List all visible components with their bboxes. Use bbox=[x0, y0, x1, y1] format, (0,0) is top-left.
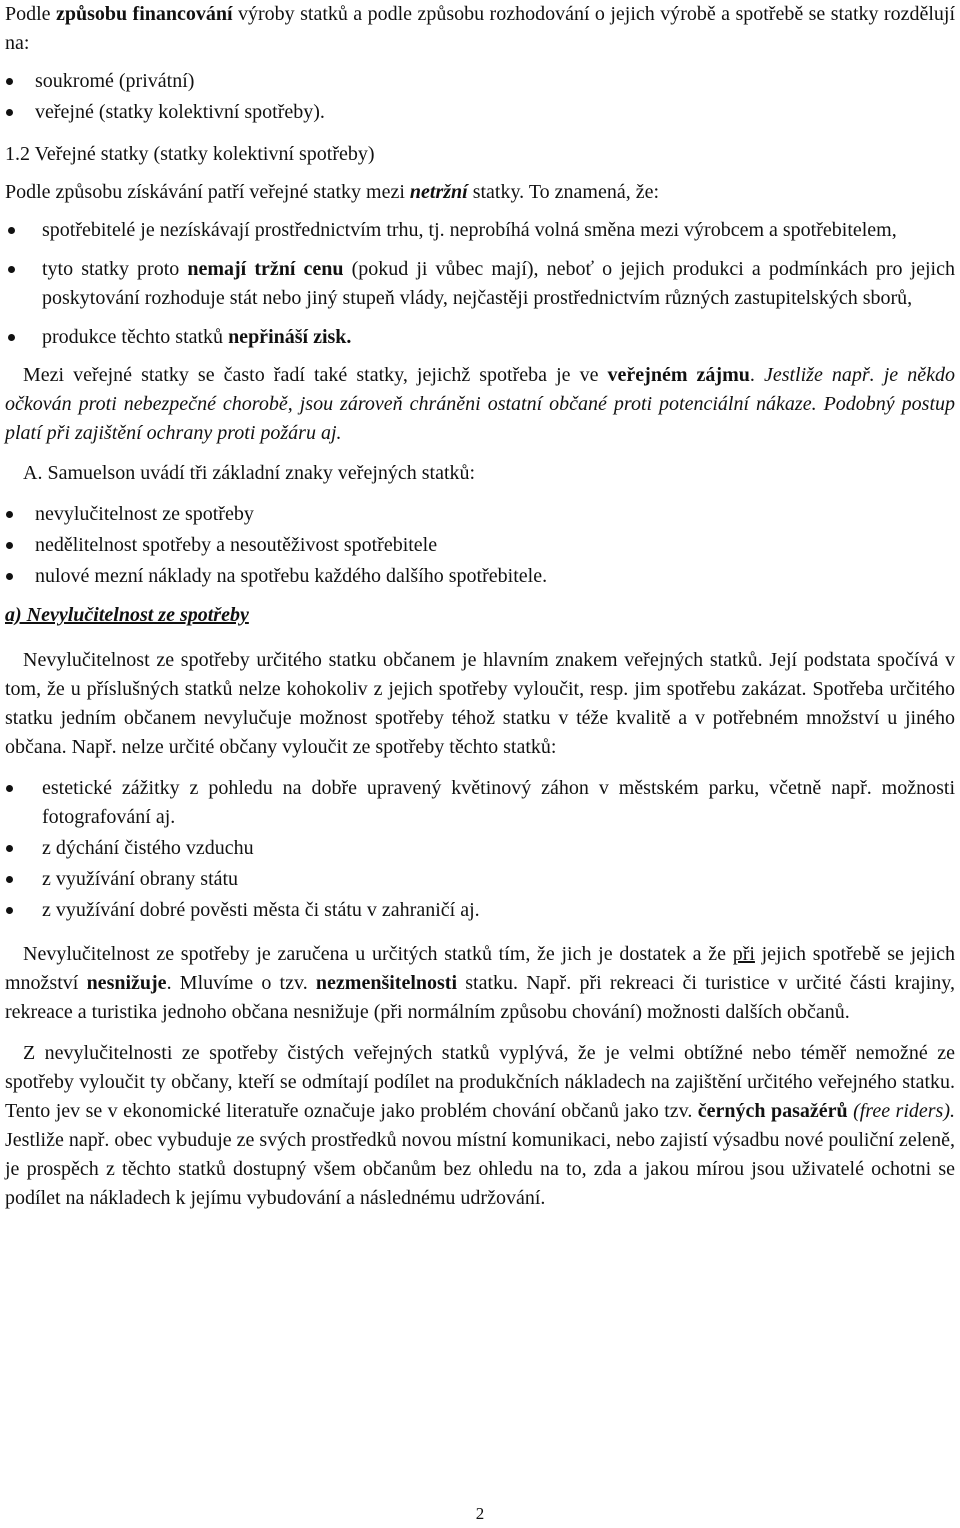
intro-paragraph: Podle způsobu financování výroby statků a podle způsobu rozhodování o jejich výrobě a spotřebě se statky rozdělují na: bbox=[5, 3, 956, 54]
list-item: nedělitelnost spotřeby a nesoutěživost spotřebitele bbox=[5, 531, 955, 560]
list-item: soukromé (privátní) bbox=[5, 67, 955, 96]
list-item: z využívání dobré pověsti města či státu v zahraničí aj. bbox=[5, 896, 955, 925]
list-item: nevylučitelnost ze spotřeby bbox=[5, 500, 955, 529]
section-heading-1-2: 1.2 Veřejné statky (statky kolektivní spotřeby) bbox=[5, 143, 375, 165]
list-item: z využívání obrany státu bbox=[5, 865, 955, 894]
list-item: spotřebitelé je nezískávají prostřednictvím trhu, tj. neprobíhá volná směna mezi výrobcem a spotřebitelem, bbox=[5, 216, 955, 245]
nonexcludability-paragraph: Nevylučitelnost ze spotřeby určitého statku občanem je hlavním znakem veřejných statků. Její podstata spočívá v tom, že u příslušných statků nelze kohokoliv z jejich spotřeby vyloučit, resp. jim spotřebu zakázat. Spotřeba určitého statku jedním občanem nevylučuje možnost spotřeby téhož statku v téže kvalitě a v potřebném množství u jiného občana. Např. nelze určité občany vyloučit ze spotřeby těchto statků: bbox=[5, 649, 955, 758]
public-interest-paragraph: Mezi veřejné statky se často řadí také statky, jejichž spotřeba je ve veřejném zájmu. Jestliže např. je někdo očkován proti nebezpečné chorobě, jsou zároveň chráněni ostatní občané proti potenciální nákaze. Podobný postup platí při zajištění ochrany proti požáru aj. bbox=[5, 364, 955, 444]
page-number: 2 bbox=[475, 1504, 485, 1523]
list-item: estetické zážitky z pohledu na dobře upravený květinový záhon v městském parku, včetně např. možnosti fotografování aj. bbox=[5, 774, 955, 832]
document-page bbox=[5, 0, 955, 1213]
samuelson-features-list bbox=[5, 500, 955, 591]
free-riders-paragraph: Z nevylučitelnosti ze spotřeby čistých veřejných statků vyplývá, že je velmi obtížné nebo téměř nemožné ze spotřeby vyloučit ty občany, kteří se odmítají podílet na produkčních nákladech na zajištění určitého veřejného statku. Tento jev se v ekonomické literatuře označuje jako problém chování občanů jako tzv. černých pasažérů (free riders). Jestliže např. obec vybuduje ze svých prostředků novou místní komunikaci, nebo zajistí výsadbu nové pouliční zeleně, je prospěch z těchto statků dostupný všem občanům bez ohledu na to, zda a jakou mírou jsou uživatelé ochotni se podílet na nákladech k jejímu vybudování a následnému udržování. bbox=[5, 1042, 955, 1209]
examples-list bbox=[5, 774, 955, 925]
properties-list bbox=[5, 216, 955, 352]
list-item: veřejné (statky kolektivní spotřeby). bbox=[5, 98, 955, 127]
public-goods-paragraph: Podle způsobu získávání patří veřejné statky mezi netržní statky. To znamená, že: bbox=[5, 181, 660, 203]
section-heading-a: a) Nevylučitelnost ze spotřeby bbox=[5, 604, 249, 626]
goods-types-list bbox=[5, 67, 955, 127]
nondiminishing-paragraph: Nevylučitelnost ze spotřeby je zaručena u určitých statků tím, že jich je dostatek a že při jejich spotřebě se jejich množství nesnižuje. Mluvíme o tzv. nezmenšitelnosti statku. Např. při rekreaci či turistice v určité části krajiny, rekreace a turistika jednoho občana nesnižuje (při normálním způsobu chování) možnosti dalších občanů. bbox=[5, 943, 955, 1023]
list-item: produkce těchto statků nepřináší zisk. bbox=[5, 323, 955, 352]
list-item: nulové mezní náklady na spotřebu každého dalšího spotřebitele. bbox=[5, 562, 955, 591]
list-item: z dýchání čistého vzduchu bbox=[5, 834, 955, 863]
list-item: tyto statky proto nemají tržní cenu (pokud ji vůbec mají), neboť o jejich produkci a podmínkách pro jejich poskytování rozhoduje stát nebo jiný stupeň vlády, nejčastěji prostřednictvím různých zastupitelských sborů, bbox=[5, 255, 955, 313]
intro-bold: způsobu financování bbox=[55, 3, 233, 25]
samuelson-paragraph: A. Samuelson uvádí tři základní znaky veřejných statků: bbox=[23, 462, 476, 484]
